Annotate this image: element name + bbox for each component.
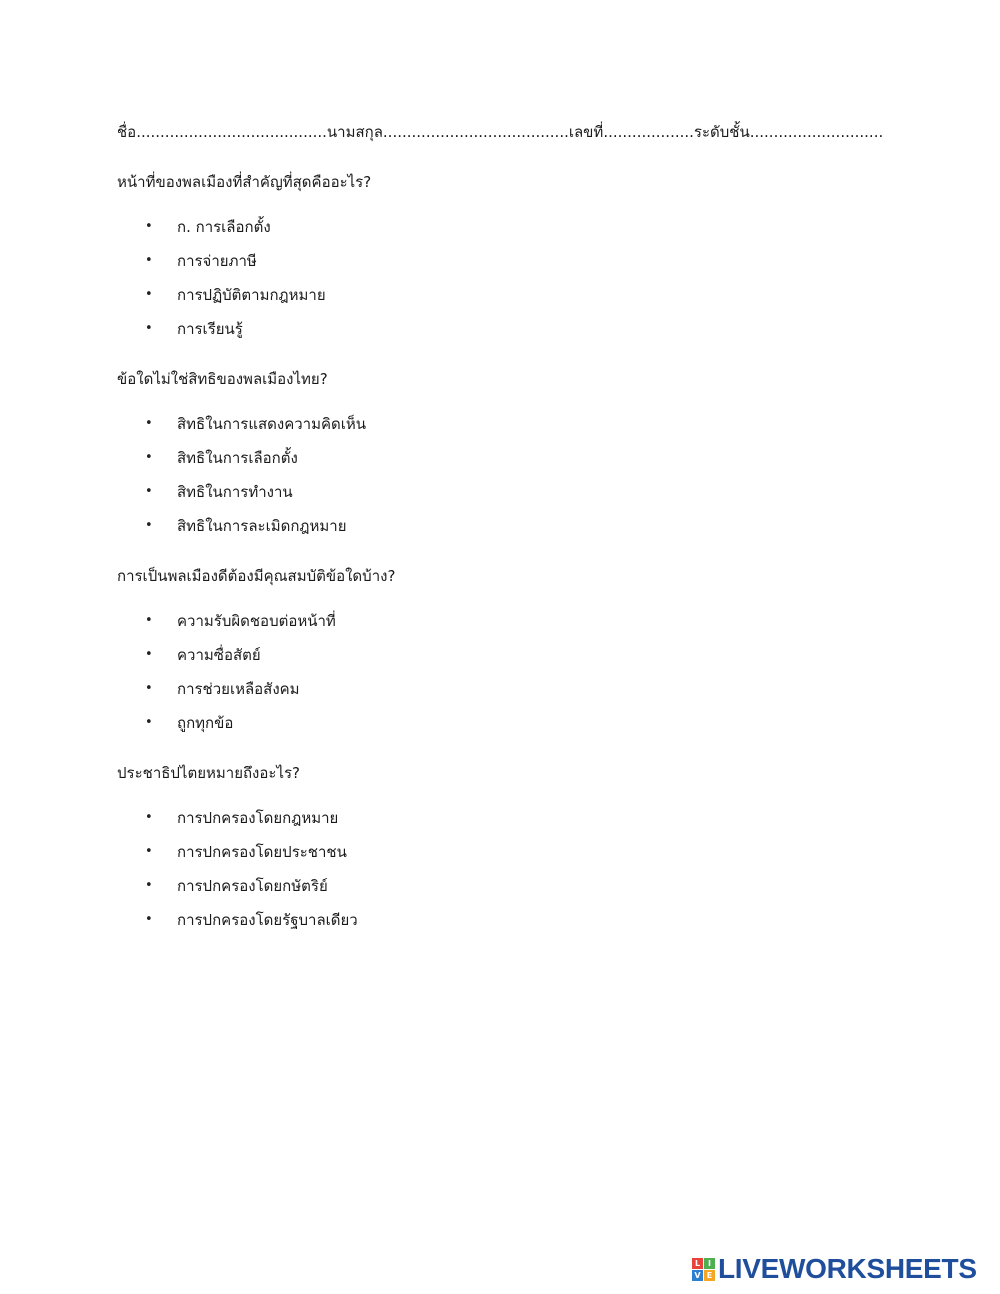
question-4-options [145, 801, 358, 937]
bullet-icon: • [145, 844, 153, 859]
option-4-b[interactable] [145, 835, 358, 869]
option-label: สิทธิในการละเมิดกฎหมาย [177, 517, 347, 535]
question-3: การเป็นพลเมืองดีต้องมีคุณสมบัติข้อใดบ้าง? [117, 567, 396, 585]
question-4: ประชาธิปไตยหมายถึงอะไร? [117, 764, 301, 782]
option-label: สิทธิในการแสดงความคิดเห็น [177, 415, 367, 433]
option-label: สิทธิในการเลือกตั้ง [177, 449, 298, 467]
live-logo-icon [692, 1258, 715, 1281]
option-label: ถูกทุกข้อ [177, 714, 234, 732]
bullet-icon: • [145, 912, 153, 927]
option-3-b[interactable] [145, 638, 336, 672]
option-label: ความซื่อสัตย์ [177, 646, 261, 664]
logo-letter-i: I [704, 1258, 715, 1269]
option-4-c[interactable] [145, 869, 358, 903]
option-label: การปกครองโดยรัฐบาลเดียว [177, 911, 358, 929]
option-3-d[interactable] [145, 706, 336, 740]
question-3-options [145, 604, 336, 740]
option-label: การจ่ายภาษี [177, 252, 257, 270]
bullet-icon: • [145, 450, 153, 465]
option-label: สิทธิในการทำงาน [177, 483, 293, 501]
bullet-icon: • [145, 647, 153, 662]
option-4-a[interactable] [145, 801, 358, 835]
bullet-icon: • [145, 681, 153, 696]
option-label: การเรียนรู้ [177, 320, 243, 338]
option-label: ก. การเลือกตั้ง [177, 218, 271, 236]
bullet-icon: • [145, 715, 153, 730]
option-2-a[interactable] [145, 407, 366, 441]
option-2-d[interactable] [145, 509, 366, 543]
bullet-icon: • [145, 810, 153, 825]
bullet-icon: • [145, 878, 153, 893]
option-label: การปฏิบัติตามกฎหมาย [177, 286, 326, 304]
option-3-c[interactable] [145, 672, 336, 706]
student-info-line: ชื่อ........................................นามสกุล.......................................เลขที่...................ระดับชั้น............................ [117, 123, 884, 141]
option-2-b[interactable] [145, 441, 366, 475]
brand-name: LIVEWORKSHEETS [718, 1253, 977, 1284]
question-1-options [145, 210, 326, 346]
bullet-icon: • [145, 253, 153, 268]
bullet-icon: • [145, 287, 153, 302]
option-label: การช่วยเหลือสังคม [177, 680, 300, 698]
bullet-icon: • [145, 518, 153, 533]
logo-letter-l: L [692, 1258, 703, 1269]
bullet-icon: • [145, 416, 153, 431]
liveworksheets-logo [692, 1252, 977, 1286]
option-1-d[interactable] [145, 312, 326, 346]
option-label: ความรับผิดชอบต่อหน้าที่ [177, 612, 336, 630]
logo-letter-e: E [704, 1270, 715, 1281]
option-4-d[interactable] [145, 903, 358, 937]
bullet-icon: • [145, 613, 153, 628]
bullet-icon: • [145, 219, 153, 234]
option-1-a[interactable] [145, 210, 326, 244]
question-2: ข้อใดไม่ใช่สิทธิของพลเมืองไทย? [117, 370, 328, 388]
bullet-icon: • [145, 484, 153, 499]
option-label: การปกครองโดยกฎหมาย [177, 809, 339, 827]
question-1: หน้าที่ของพลเมืองที่สำคัญที่สุดคืออะไร? [117, 173, 372, 191]
question-2-options [145, 407, 366, 543]
option-1-b[interactable] [145, 244, 326, 278]
option-label: การปกครองโดยกษัตริย์ [177, 877, 328, 895]
option-2-c[interactable] [145, 475, 366, 509]
logo-letter-v: V [692, 1270, 703, 1281]
option-3-a[interactable] [145, 604, 336, 638]
option-label: การปกครองโดยประชาชน [177, 843, 347, 861]
bullet-icon: • [145, 321, 153, 336]
option-1-c[interactable] [145, 278, 326, 312]
